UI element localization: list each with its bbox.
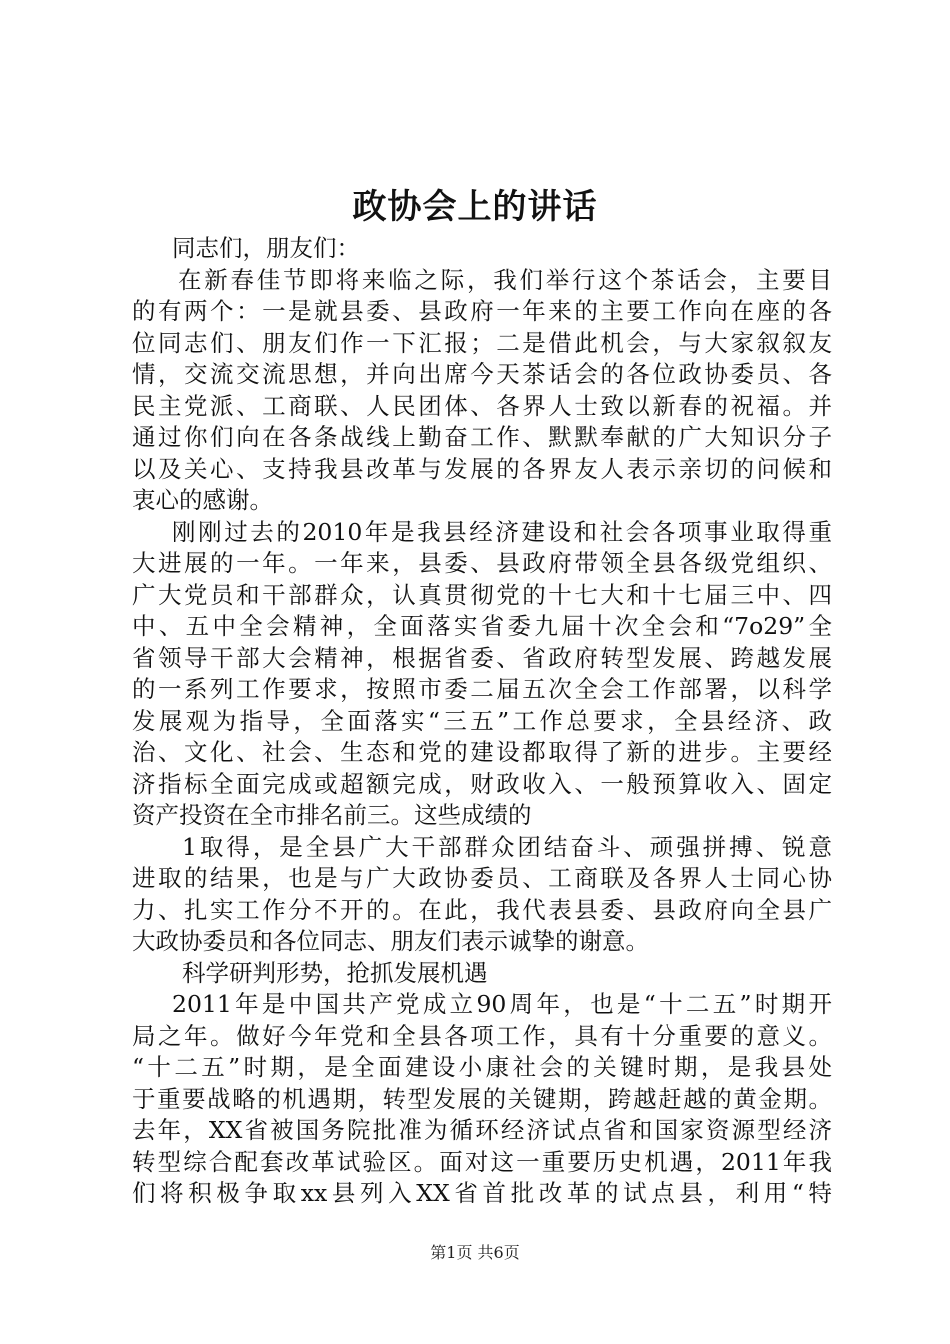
text-line: 的一系列工作要求，按照市委二届五次全会工作部署，以科学 (132, 675, 832, 703)
text-line: “十二五”时期，是全面建设小康社会的关键时期，是我县处 (132, 1053, 832, 1081)
text-line: 以及关心、支持我县改革与发展的各界友人表示亲切的问候和 (132, 454, 832, 483)
text-line: 情，交流交流思想，并向出席今天茶话会的各位政协委员、各 (132, 360, 832, 388)
text-line: 转型综合配套改革试验区。面对这一重要历史机遇，2011年我 (132, 1147, 832, 1176)
text-line: 衷心的感谢。 (132, 486, 273, 514)
text-line: 大进展的一年。一年来，县委、县政府带领全县各级党组织、 (132, 549, 832, 577)
text-line: 力、扎实工作分不开的。在此，我代表县委、县政府向全县广 (132, 895, 832, 924)
text-line: 省领导干部大会精神，根据省委、省政府转型发展、跨越发展 (132, 643, 832, 672)
text-line: 们将积极争取xx县列入XX省首批改革的试点县，利用“特 (132, 1179, 832, 1207)
text-line: 科学研判形势，抢抓发展机遇 (182, 958, 488, 987)
text-line: 在新春佳节即将来临之际，我们举行这个茶话会，主要目 (178, 265, 832, 294)
text-line: 广大党员和干部群众，认真贯彻党的十七大和十七届三中、四 (132, 580, 832, 609)
text-line: 局之年。做好今年党和全县各项工作，具有十分重要的意义。 (132, 1021, 832, 1050)
text-line: 进取的结果，也是与广大政协委员、工商联及各界人士同心协 (132, 864, 832, 892)
text-line: 中、五中全会精神，全面落实省委九届十次全会和“7o29”全 (132, 612, 832, 640)
document-body (132, 233, 832, 1210)
text-line: 大政协委员和各位同志、朋友们表示诚挚的谢意。 (132, 927, 649, 955)
text-line: 2011年是中国共产党成立90周年，也是“十二五”时期开 (172, 990, 832, 1018)
document-title: 政协会上的讲话 (352, 187, 598, 227)
text-line: 的有两个：一是就县委、县政府一年来的主要工作向在座的各 (132, 297, 832, 325)
text-line: 位同志们、朋友们作一下汇报；二是借此机会，与大家叙叙友 (132, 328, 832, 357)
text-line: 1取得，是全县广大干部群众团结奋斗、顽强拼搏、锐意 (182, 832, 832, 861)
text-line: 治、文化、社会、生态和党的建设都取得了新的进步。主要经 (132, 738, 832, 766)
text-line: 发展观为指导，全面落实“三五”工作总要求，全县经济、政 (132, 706, 832, 735)
text-line: 刚刚过去的2010年是我县经济建设和社会各项事业取得重 (172, 517, 832, 546)
text-line: 济指标全面完成或超额完成，财政收入、一般预算收入、固定 (132, 769, 832, 798)
text-line: 通过你们向在各条战线上勤奋工作、默默奉献的广大知识分子 (132, 423, 832, 451)
text-line: 去年，XX省被国务院批准为循环经济试点省和国家资源型经济 (132, 1116, 832, 1144)
text-line: 民主党派、工商联、人民团体、各界人士致以新春的祝福。并 (132, 391, 832, 420)
text-line: 同志们，朋友们： (172, 234, 360, 262)
text-line: 资产投资在全市排名前三。这些成绩的 (132, 801, 532, 829)
page-footer: 第1页 共6页 (430, 1243, 520, 1262)
text-line: 于重要战略的机遇期，转型发展的关键期，跨越赶越的黄金期。 (132, 1084, 832, 1113)
